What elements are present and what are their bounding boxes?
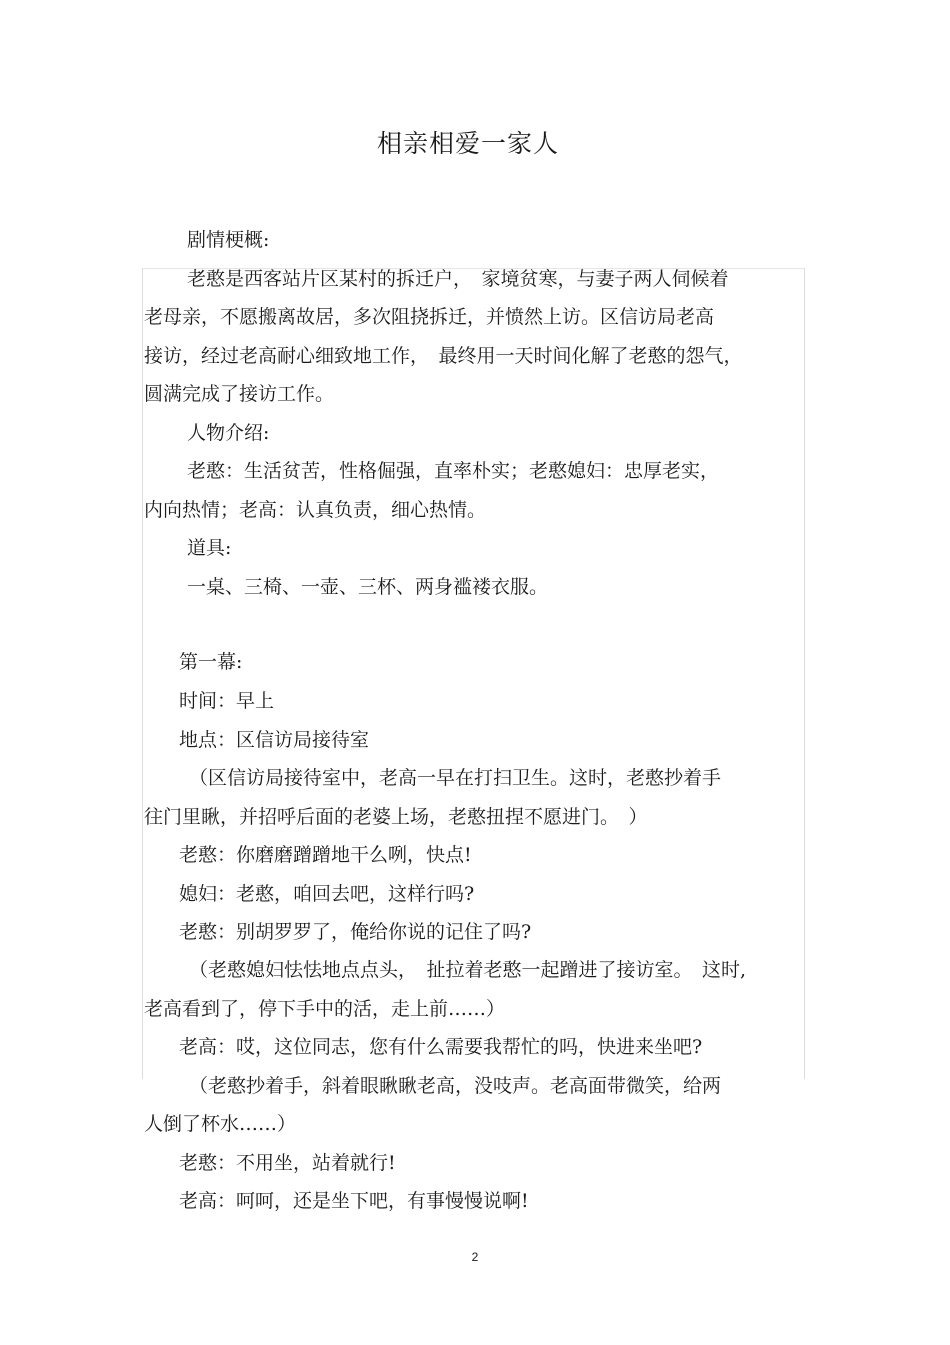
synopsis-line-4: 圆满完成了接访工作。 xyxy=(144,383,335,405)
characters-line-2: 内向热情；老高：认真负责，细心热情。 xyxy=(144,499,487,521)
synopsis-heading: 剧情梗概: xyxy=(187,229,270,251)
page-number: 2 xyxy=(471,1250,479,1264)
stage-direction-2a: （老憨媳妇怯怯地点点头， 扯拉着老憨一起蹭进了接访室。 这时, xyxy=(189,959,747,981)
dialogue-line-2: 媳妇：老憨，咱回去吧，这样行吗? xyxy=(179,883,475,905)
act-heading: 第一幕: xyxy=(179,651,243,673)
props-heading: 道具: xyxy=(187,537,232,559)
place-line: 地点：区信访局接待室 xyxy=(179,729,370,751)
stage-direction-3b: 人倒了杯水……） xyxy=(144,1113,297,1135)
dialogue-line-6: 老高：呵呵，还是坐下吧，有事慢慢说啊! xyxy=(179,1190,529,1212)
synopsis-line-2: 老母亲，不愿搬离故居，多次阻挠拆迁，并愤然上访。区信访局老高 xyxy=(144,306,715,328)
dialogue-line-4: 老高：哎，这位同志，您有什么需要我帮忙的吗，快进来坐吧? xyxy=(179,1036,703,1058)
dialogue-line-3: 老憨：别胡罗罗了，俺给你说的记住了吗? xyxy=(179,921,532,943)
characters-line-1: 老憨：生活贫苦，性格倔强，直率朴实；老憨媳妇：忠厚老实， xyxy=(187,460,720,482)
characters-heading: 人物介绍: xyxy=(187,422,270,444)
synopsis-line-3: 接访，经过老高耐心细致地工作， 最终用一天时间化解了老憨的怨气， xyxy=(144,345,743,367)
props-line: 一桌、三椅、一壶、三杯、两身褴褛衣服。 xyxy=(187,576,549,598)
stage-direction-3a: （老憨抄着手，斜着眼瞅瞅老高，没吱声。老高面带微笑，给两 xyxy=(189,1075,722,1097)
stage-direction-1a: （区信访局接待室中，老高一早在打扫卫生。这时，老憨抄着手 xyxy=(189,767,722,789)
time-line: 时间：早上 xyxy=(179,690,275,712)
stage-direction-2b: 老高看到了，停下手中的活，走上前……） xyxy=(144,998,506,1020)
synopsis-line-1: 老憨是西客站片区某村的拆迁户， 家境贫寒，与妻子两人伺候着 xyxy=(187,268,729,290)
document-title: 相亲相爱一家人 xyxy=(376,129,559,158)
dialogue-line-1: 老憨：你磨磨蹭蹭地干么咧，快点! xyxy=(179,844,472,866)
stage-direction-1b: 往门里瞅，并招呼后面的老婆上场，老憨扭捏不愿进门。 ） xyxy=(144,806,648,828)
dialogue-line-5: 老憨：不用坐，站着就行! xyxy=(179,1152,396,1174)
